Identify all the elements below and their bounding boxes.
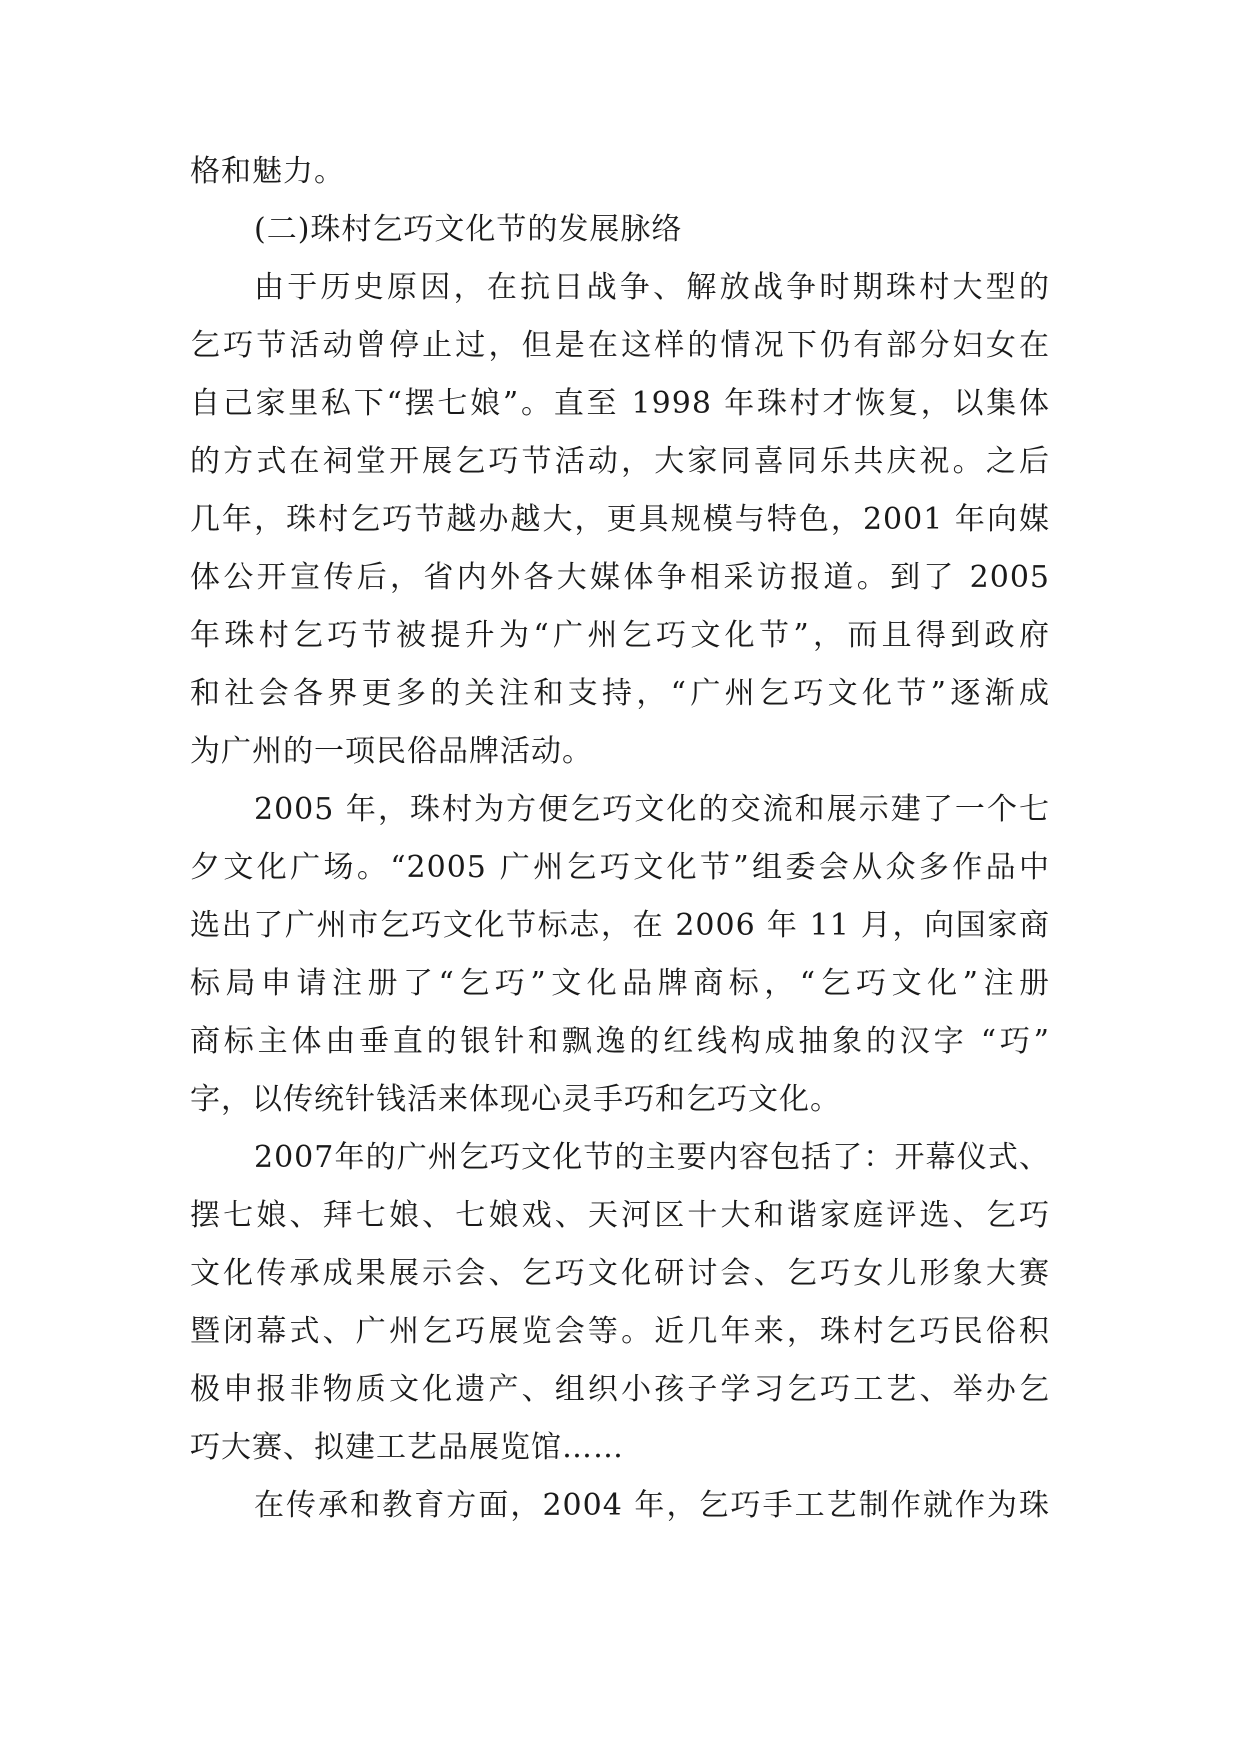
- text-line: 2007年的广州乞巧文化节的主要内容包括了：开幕仪式、: [254, 1140, 1050, 1175]
- text-line: 摆七娘、拜七娘、七娘戏、天河区十大和谐家庭评选、乞巧: [190, 1198, 1050, 1233]
- text-line: 标局申请注册了“乞巧”文化品牌商标，“乞巧文化”注册: [190, 966, 1050, 1001]
- text-line: 的方式在祠堂开展乞巧节活动，大家同喜同乐共庆祝。之后: [190, 444, 1050, 479]
- text-line: 自己家里私下“摆七娘”。直至 1998 年珠村才恢复，以集体: [190, 386, 1050, 421]
- text-line: 在传承和教育方面，2004 年，乞巧手工艺制作就作为珠: [254, 1488, 1050, 1523]
- text-line: 乞巧节活动曾停止过，但是在这样的情况下仍有部分妇女在: [190, 328, 1050, 363]
- text-line: 极申报非物质文化遗产、组织小孩子学习乞巧工艺、举办乞: [190, 1372, 1050, 1407]
- text-line: 2005 年，珠村为方便乞巧文化的交流和展示建了一个七: [254, 792, 1050, 827]
- text-line: 文化传承成果展示会、乞巧文化研讨会、乞巧女儿形象大赛: [190, 1256, 1050, 1291]
- text-line: 暨闭幕式、广州乞巧展览会等。近几年来，珠村乞巧民俗积: [190, 1314, 1050, 1349]
- text-line: 年珠村乞巧节被提升为“广州乞巧文化节”，而且得到政府: [190, 618, 1050, 653]
- text-line: 选出了广州市乞巧文化节标志，在 2006 年 11 月，向国家商: [190, 908, 1050, 943]
- text-line: 由于历史原因，在抗日战争、解放战争时期珠村大型的: [254, 270, 1050, 305]
- text-line: 字，以传统针钱活来体现心灵手巧和乞巧文化。: [190, 1082, 841, 1117]
- text-line: 为广州的一项民俗品牌活动。: [190, 734, 593, 769]
- text-line: 体公开宣传后，省内外各大媒体争相采访报道。到了 2005: [190, 560, 1050, 595]
- text-line: 商标主体由垂直的银针和飘逸的红线构成抽象的汉字 “巧”: [190, 1024, 1050, 1059]
- text-line: 巧大赛、拟建工艺品展览馆……: [190, 1430, 624, 1465]
- text-line: 格和魅力。: [190, 154, 345, 189]
- section-heading: (二)珠村乞巧文化节的发展脉络: [254, 212, 683, 247]
- text-line: 几年，珠村乞巧节越办越大，更具规模与特色，2001 年向媒: [190, 502, 1050, 537]
- text-line: 和社会各界更多的关注和支持，“广州乞巧文化节”逐渐成: [190, 676, 1050, 711]
- text-line: 夕文化广场。“2005 广州乞巧文化节”组委会从众多作品中: [190, 850, 1050, 885]
